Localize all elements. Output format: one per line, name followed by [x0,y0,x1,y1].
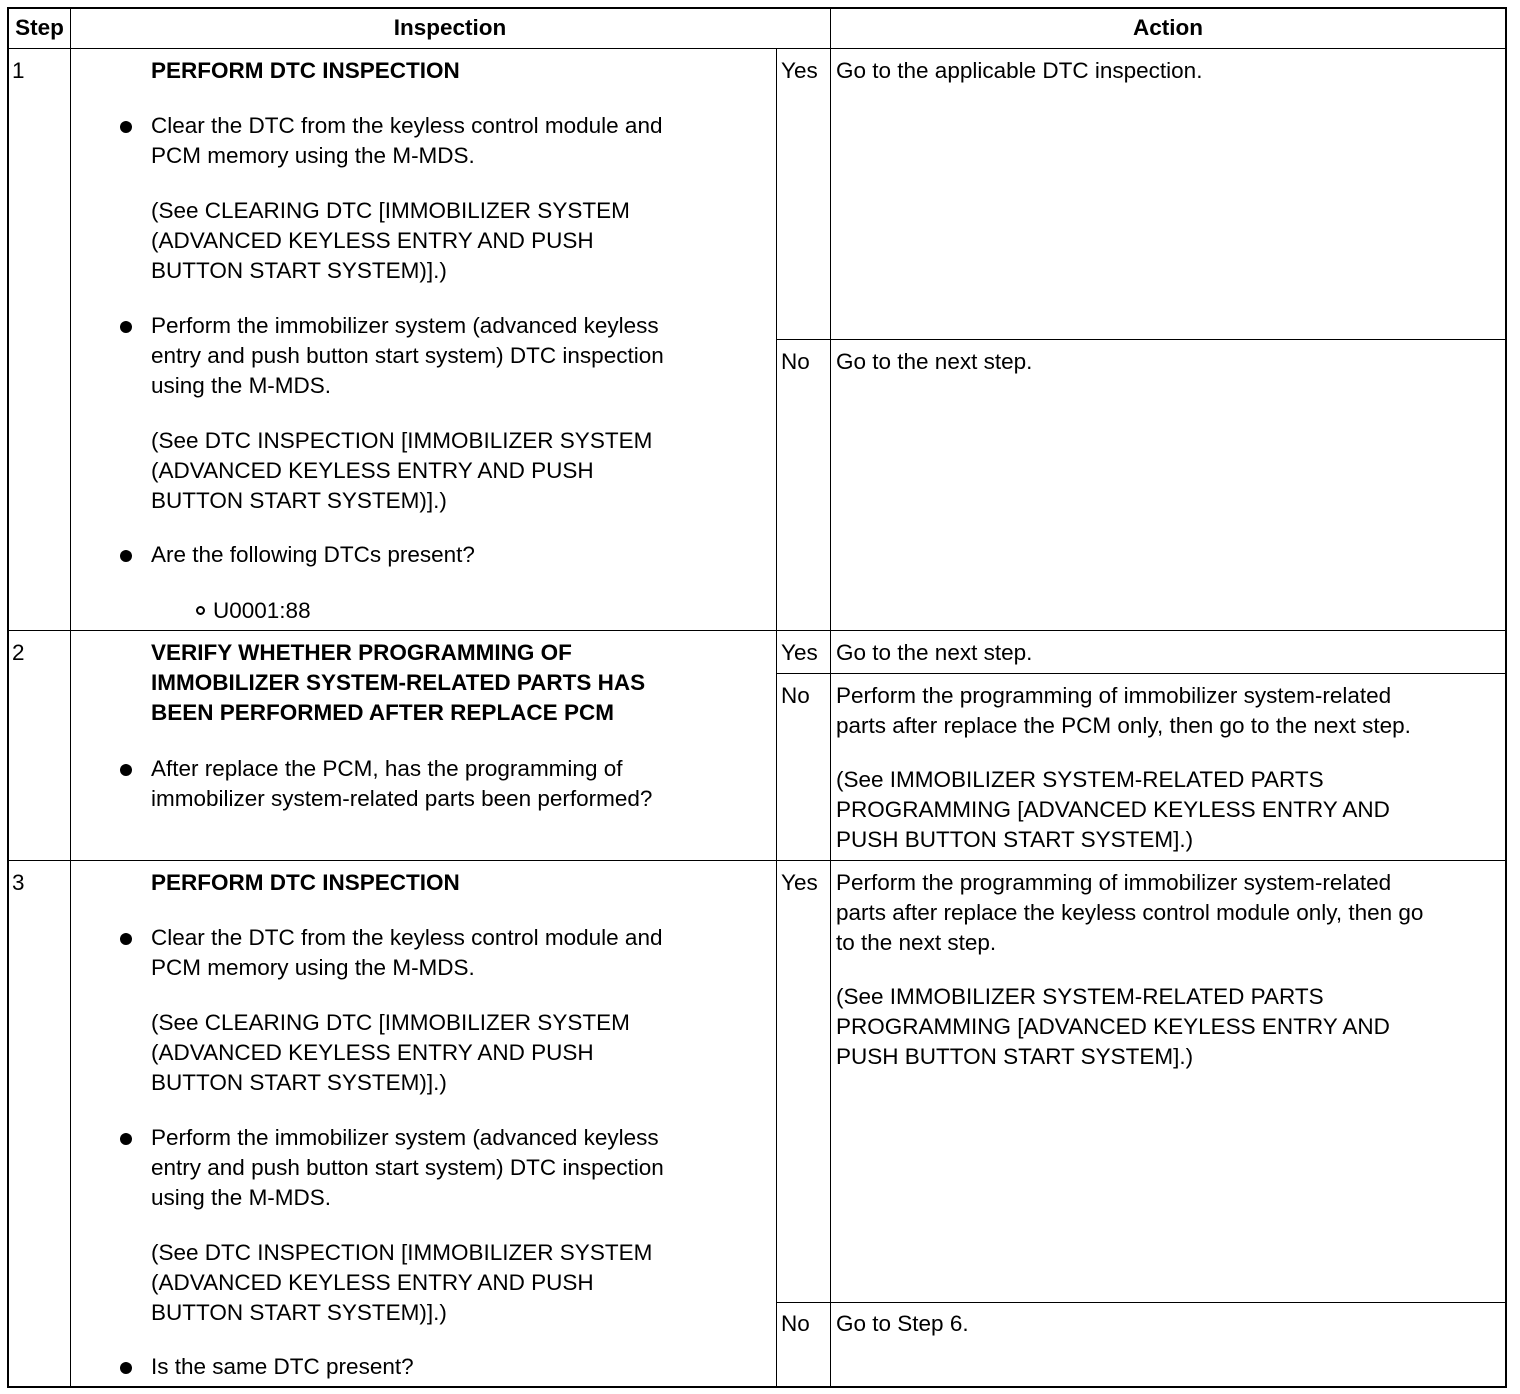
reference-line: BUTTON START SYSTEM)].) [151,1300,447,1325]
no-action: Perform the programming of immobilizer system-related [836,683,1392,708]
instruction-line: immobilizer system-related parts been performed? [151,786,653,811]
instruction-line: Perform the immobilizer system (advanced keyless [151,313,659,338]
header-action: Action [1133,15,1203,40]
no-reference: (See IMMOBILIZER SYSTEM-RELATED PARTS [836,767,1324,792]
yes-action: Go to the applicable DTC inspection. [836,58,1203,83]
step-title: IMMOBILIZER SYSTEM-RELATED PARTS HAS [151,670,646,695]
instruction-line: Is the same DTC present? [151,1354,414,1379]
reference-line: BUTTON START SYSTEM)].) [151,258,447,283]
no-label: No [781,1311,810,1336]
row-divider-1-2 [9,630,1505,631]
reference-line: (ADVANCED KEYLESS ENTRY AND PUSH [151,228,594,253]
instruction-line: using the M-MDS. [151,1185,332,1210]
instruction-line: After replace the PCM, has the programming of [151,756,623,781]
bullet-icon [120,321,132,333]
bullet-icon [120,933,132,945]
reference-line: (See CLEARING DTC [IMMOBILIZER SYSTEM [151,1010,630,1035]
bullet-icon [120,550,132,562]
header-inspection: Inspection [393,15,507,40]
step-number: 2 [12,640,25,665]
yes-reference: (See IMMOBILIZER SYSTEM-RELATED PARTS [836,984,1324,1009]
reference-line: BUTTON START SYSTEM)].) [151,1070,447,1095]
instruction-line: using the M-MDS. [151,373,332,398]
yes-action: Go to the next step. [836,640,1033,665]
row-divider-2-3 [9,860,1505,861]
reference-line: (See DTC INSPECTION [IMMOBILIZER SYSTEM [151,428,653,453]
yes-label: Yes [781,640,818,665]
step-number: 3 [12,870,25,895]
header-divider [9,48,1505,49]
reference-line: (ADVANCED KEYLESS ENTRY AND PUSH [151,1270,594,1295]
step-title: BEEN PERFORMED AFTER REPLACE PCM [151,700,614,725]
no-reference: PUSH BUTTON START SYSTEM].) [836,827,1194,852]
reference-line: (ADVANCED KEYLESS ENTRY AND PUSH [151,1040,594,1065]
instruction-line: Clear the DTC from the keyless control module and [151,113,663,138]
no-action: Go to Step 6. [836,1311,969,1336]
bullet-icon [120,1362,132,1374]
yes-action: to the next step. [836,930,997,955]
instruction-line: PCM memory using the M-MDS. [151,955,475,980]
step-title: VERIFY WHETHER PROGRAMMING OF [151,640,572,665]
reference-line: (ADVANCED KEYLESS ENTRY AND PUSH [151,458,594,483]
yes-reference: PROGRAMMING [ADVANCED KEYLESS ENTRY AND [836,1014,1390,1039]
step2-yes-no-divider [776,673,1505,674]
no-label: No [781,349,810,374]
reference-line: (See CLEARING DTC [IMMOBILIZER SYSTEM [151,198,630,223]
reference-line: BUTTON START SYSTEM)].) [151,488,447,513]
no-reference: PROGRAMMING [ADVANCED KEYLESS ENTRY AND [836,797,1390,822]
step-title: PERFORM DTC INSPECTION [151,58,460,83]
instruction-line: Perform the immobilizer system (advanced keyless [151,1125,659,1150]
inspection-action-divider [830,9,831,1386]
inspection-result-divider [776,48,777,1386]
step-title: PERFORM DTC INSPECTION [151,870,460,895]
instruction-line: Are the following DTCs present? [151,542,475,567]
no-action: parts after replace the PCM only, then go to the next step. [836,713,1411,738]
sub-bullet-icon [196,606,205,615]
step-number: 1 [12,58,25,83]
bullet-icon [120,1133,132,1145]
step3-yes-no-divider [776,1302,1505,1303]
yes-action: parts after replace the keyless control module only, then go [836,900,1424,925]
yes-label: Yes [781,58,818,83]
header-step: Step [15,15,64,40]
dtc-code: U0001:88 [213,598,311,623]
bullet-icon [120,121,132,133]
step1-yes-no-divider [776,339,1505,340]
no-label: No [781,683,810,708]
instruction-line: entry and push button start system) DTC inspection [151,1155,664,1180]
instruction-line: PCM memory using the M-MDS. [151,143,475,168]
instruction-line: Clear the DTC from the keyless control module and [151,925,663,950]
step-column-divider [70,9,71,1386]
reference-line: (See DTC INSPECTION [IMMOBILIZER SYSTEM [151,1240,653,1265]
bullet-icon [120,764,132,776]
no-action: Go to the next step. [836,349,1033,374]
yes-reference: PUSH BUTTON START SYSTEM].) [836,1044,1194,1069]
yes-label: Yes [781,870,818,895]
instruction-line: entry and push button start system) DTC inspection [151,343,664,368]
yes-action: Perform the programming of immobilizer system-related [836,870,1392,895]
diagnostic-procedure-table [7,7,1507,1388]
